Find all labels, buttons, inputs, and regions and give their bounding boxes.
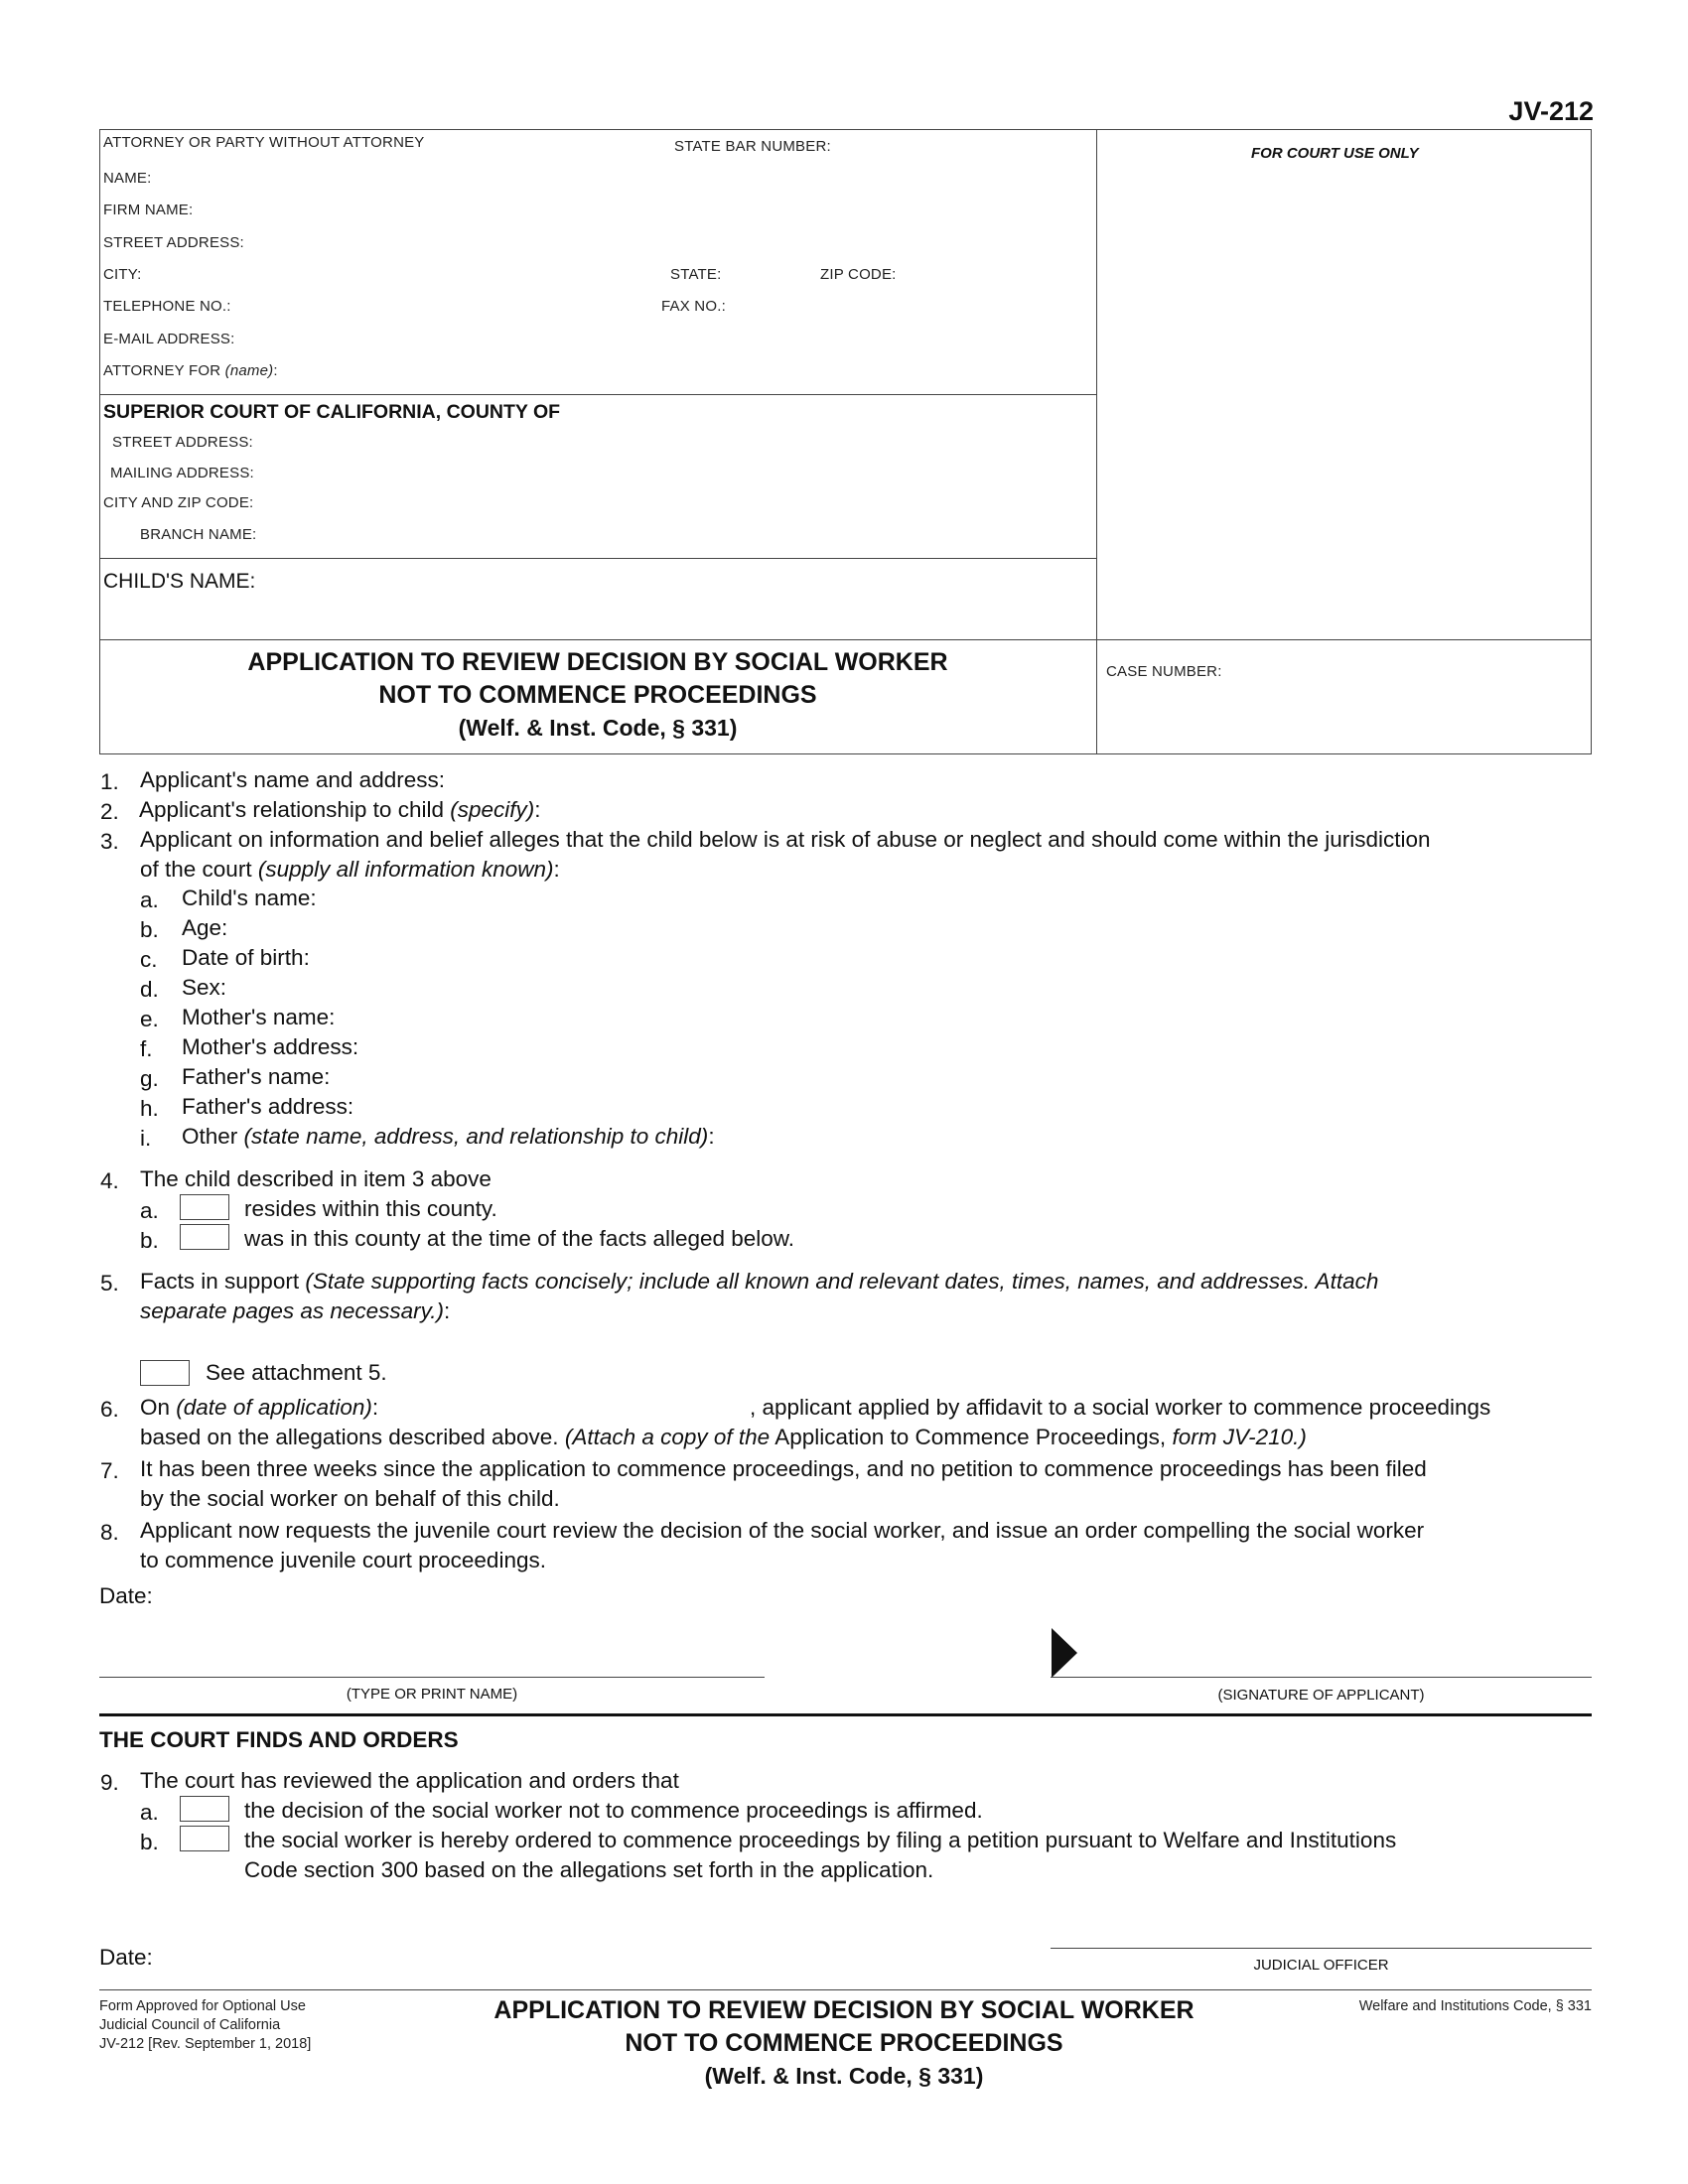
sex-field[interactable]: Sex:	[182, 975, 227, 1000]
item-5-line1: Facts in support (State supporting facts concisely; include all known and relevant dates, times, names, and addresses. Attach	[140, 1269, 1379, 1294]
attorney-header: ATTORNEY OR PARTY WITHOUT ATTORNEY	[103, 134, 425, 151]
court-use-only: FOR COURT USE ONLY	[1251, 145, 1419, 162]
item-6-line1-rest: , applicant applied by affidavit to a social worker to commence proceedings	[750, 1395, 1491, 1420]
signature-arrow-icon	[1052, 1628, 1077, 1678]
case-number-label[interactable]: CASE NUMBER:	[1106, 663, 1222, 680]
resides-checkbox[interactable]	[180, 1194, 229, 1220]
judicial-officer-line[interactable]	[1051, 1948, 1592, 1949]
item-2-text[interactable]: Applicant's relationship to child (specify):	[139, 797, 541, 822]
judicial-officer-label: JUDICIAL OFFICER	[1253, 1957, 1389, 1974]
item-3-line2: of the court (supply all information known):	[140, 857, 560, 882]
telephone-label[interactable]: TELEPHONE NO.:	[103, 298, 231, 315]
footer-title: APPLICATION TO REVIEW DECISION BY SOCIAL WORKER NOT TO COMMENCE PROCEEDINGS (Welf. & Inst. Code, § 331)	[493, 1996, 1195, 2089]
state-label[interactable]: STATE:	[670, 266, 722, 283]
city-label[interactable]: CITY:	[103, 266, 142, 283]
order-checkbox[interactable]	[180, 1826, 229, 1851]
item-9-text: The court has reviewed the application and orders that	[140, 1768, 679, 1793]
zip-label[interactable]: ZIP CODE:	[820, 266, 897, 283]
footer-rule	[99, 1989, 1592, 1990]
court-mailing-label[interactable]: MAILING ADDRESS:	[110, 465, 254, 481]
mother-name-field[interactable]: Mother's name:	[182, 1005, 336, 1029]
item-7-line1: It has been three weeks since the application to commence proceedings, and no petition to commence proceedings has been filed	[140, 1456, 1427, 1481]
email-label[interactable]: E-MAIL ADDRESS:	[103, 331, 235, 347]
footer-right: Welfare and Institutions Code, § 331	[1358, 1998, 1592, 2014]
date-of-application-label[interactable]: On (date of application):	[140, 1395, 379, 1420]
form-title: APPLICATION TO REVIEW DECISION BY SOCIAL WORKER NOT TO COMMENCE PROCEEDINGS (Welf. & Inst. Code, § 331)	[247, 648, 948, 741]
father-name-field[interactable]: Father's name:	[182, 1064, 331, 1089]
attorney-for-label[interactable]: ATTORNEY FOR (name):	[103, 362, 278, 379]
item-5-line2: separate pages as necessary.):	[140, 1298, 451, 1323]
date-label[interactable]: Date:	[99, 1583, 153, 1608]
caption-divider	[1096, 129, 1097, 754]
court-title: SUPERIOR COURT OF CALIFORNIA, COUNTY OF	[103, 401, 561, 423]
court-branch-label[interactable]: BRANCH NAME:	[140, 526, 257, 543]
street-address-label[interactable]: STREET ADDRESS:	[103, 234, 244, 251]
child-name-label[interactable]: CHILD'S NAME:	[103, 570, 256, 593]
age-field[interactable]: Age:	[182, 915, 228, 940]
state-bar-label[interactable]: STATE BAR NUMBER:	[674, 138, 831, 155]
item-8-line2: to commence juvenile court proceedings.	[140, 1548, 546, 1572]
item-9b-line1: the social worker is hereby ordered to commence proceedings by filing a petition pursuant to Welfare and Institutions	[244, 1828, 1397, 1852]
court-finds-heading: THE COURT FINDS AND ORDERS	[99, 1727, 459, 1752]
firm-name-label[interactable]: FIRM NAME:	[103, 202, 194, 218]
court-date-label[interactable]: Date:	[99, 1945, 153, 1970]
section-divider	[99, 1713, 1592, 1716]
footer-left: Form Approved for Optional Use Judicial Council of California JV-212 [Rev. September 1, 2018]	[99, 1998, 312, 2052]
item-1-text[interactable]: Applicant's name and address:	[140, 767, 445, 792]
attachment-5-label: See attachment 5.	[206, 1360, 387, 1385]
father-address-field[interactable]: Father's address:	[182, 1094, 354, 1119]
item-9b-line2: Code section 300 based on the allegations set forth in the application.	[244, 1857, 934, 1882]
in-county-checkbox[interactable]	[180, 1224, 229, 1250]
mother-address-field[interactable]: Mother's address:	[182, 1034, 359, 1059]
child-name-field[interactable]: Child's name:	[182, 886, 317, 910]
type-print-name-label: (TYPE OR PRINT NAME)	[346, 1686, 518, 1703]
signature-line[interactable]	[1051, 1677, 1592, 1678]
court-street-label[interactable]: STREET ADDRESS:	[112, 434, 253, 451]
item-9a-text: the decision of the social worker not to commence proceedings is affirmed.	[244, 1798, 983, 1823]
court-cityzip-label[interactable]: CITY AND ZIP CODE:	[103, 494, 254, 511]
affirm-checkbox[interactable]	[180, 1796, 229, 1822]
item-4b-text: was in this county at the time of the facts alleged below.	[244, 1226, 795, 1251]
other-field[interactable]: Other (state name, address, and relationship to child):	[182, 1124, 715, 1149]
name-label[interactable]: NAME:	[103, 170, 152, 187]
attachment-5-checkbox[interactable]	[140, 1360, 190, 1386]
form-id: JV-212	[1508, 96, 1594, 126]
name-line[interactable]	[99, 1677, 765, 1678]
item-3-line1: Applicant on information and belief alleges that the child below is at risk of abuse or neglect and should come within the jurisdiction	[140, 827, 1431, 852]
item-4-text: The child described in item 3 above	[140, 1166, 492, 1191]
fax-label[interactable]: FAX NO.:	[661, 298, 726, 315]
item-4a-text: resides within this county.	[244, 1196, 497, 1221]
signature-applicant-label: (SIGNATURE OF APPLICANT)	[1217, 1687, 1425, 1704]
item-8-line1: Applicant now requests the juvenile court review the decision of the social worker, and issue an order compelling the social worker	[140, 1518, 1425, 1543]
item-6-line2: based on the allegations described above. (Attach a copy of the Application to Commence Proceedings, form JV-210.)	[140, 1425, 1307, 1449]
item-7-line2: by the social worker on behalf of this child.	[140, 1486, 560, 1511]
dob-field[interactable]: Date of birth:	[182, 945, 310, 970]
